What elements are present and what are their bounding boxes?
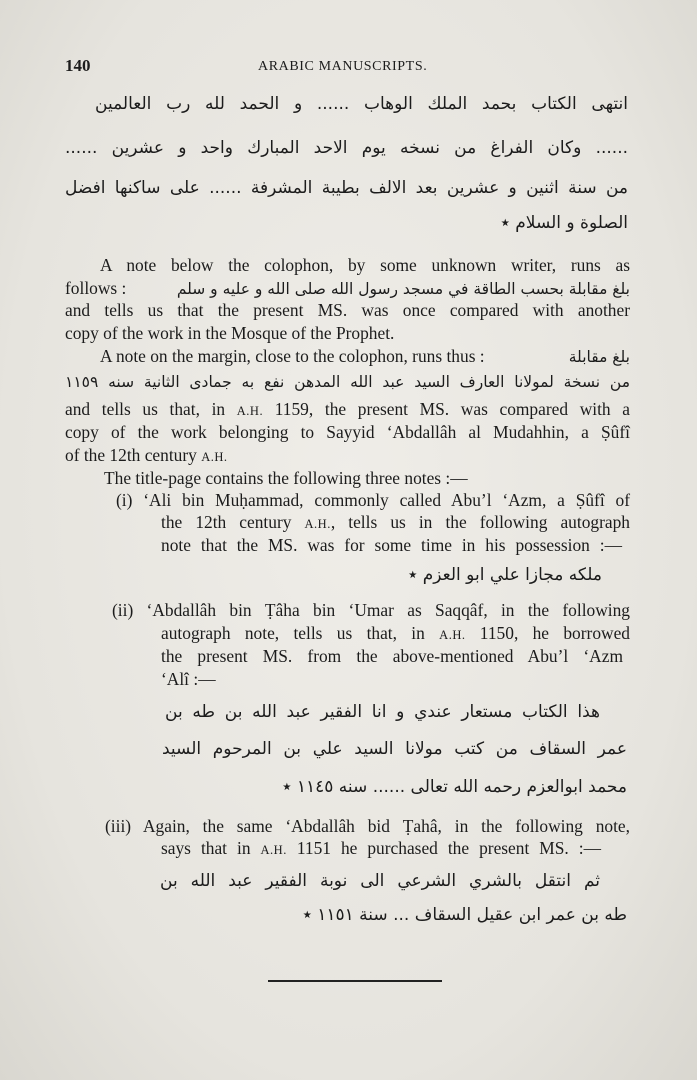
- text-line: A note below the colophon, by some unknown writer, runs as: [100, 255, 630, 275]
- text-line: [161, 511, 630, 535]
- text-line: note that the MS. was for some time in his possession :—: [161, 535, 622, 555]
- text-line: [65, 444, 630, 468]
- text-line: copy of the work in the Mosque of the Prophet.: [65, 323, 395, 343]
- text-line: [100, 345, 630, 368]
- era-abbrev: A.H.: [304, 517, 331, 531]
- arabic-quote: بلغ مقابلة: [568, 348, 630, 366]
- colophon-line: من سنة اثنين و عشرين بعد الالف بطيبة المشرفة ...... على ساكنها افضل: [65, 178, 628, 198]
- arabic-quote: عمر السقاف من كتب مولانا السيد علي بن المرحوم السيد: [162, 739, 627, 759]
- text-segment: of the 12th century: [65, 445, 202, 465]
- arabic-quote: هذا الكتاب مستعار عندي و انا الفقير عبد الله بن طه بن: [165, 702, 600, 722]
- era-abbrev: A.H.: [439, 628, 466, 642]
- text-segment: A note on the margin, close to the colophon, runs thus :: [100, 346, 485, 366]
- text-line: The title-page contains the following three notes :—: [104, 468, 468, 488]
- text-line: (iii) Again, the same ‘Abdallâh bid Ṭahâ, in the following note,: [105, 816, 630, 836]
- text-line: and tells us that the present MS. was once compared with another: [65, 300, 630, 320]
- text-line: [161, 622, 630, 646]
- era-abbrev: A.H.: [201, 450, 228, 464]
- colophon-line: انتهى الكتاب بحمد الملك الوهاب ...... و الحمد لله رب العالمين: [95, 94, 628, 114]
- era-abbrev: A.H.: [236, 404, 264, 418]
- text-segment: says that in: [161, 838, 261, 858]
- text-segment: 1159, the present MS. was compared with a: [263, 399, 630, 419]
- text-segment: autograph note, tells us that, in: [161, 623, 440, 643]
- arabic-quote: من نسخة لمولانا العارف السيد عبد الله المدهن نفع به جمادى الثانية سنه ١١٥٩: [65, 373, 630, 391]
- text-line: [65, 277, 630, 300]
- text-segment: follows :: [65, 278, 127, 298]
- text-line: the present MS. from the above-mentioned Abu’l ‘Azm: [161, 646, 623, 666]
- text-line: [161, 837, 601, 861]
- era-abbrev: A.H.: [260, 843, 287, 857]
- arabic-quote: ملكه مجازا علي ابو العزم ٭: [408, 565, 602, 585]
- section-rule: [268, 980, 442, 982]
- text-line: (ii) ‘Abdallâh bin Ṭâha bin ‘Umar as Saqqâf, in the following: [112, 600, 630, 620]
- page-number: 140: [65, 56, 91, 75]
- text-line: ‘Alî :—: [161, 669, 216, 689]
- arabic-quote: طه بن عمر ابن عقيل السقاف ... سنة ١١٥١ ٭: [302, 905, 627, 925]
- text-segment: the 12th century: [161, 512, 305, 532]
- text-line: copy of the work belonging to Sayyid ‘Abdallâh al Mudahhin, a Ṣûfî: [65, 422, 630, 442]
- text-segment: 1150, he borrowed: [465, 623, 630, 643]
- arabic-quote: محمد ابوالعزم رحمه الله تعالى ...... سنه ١١٤٥ ٭: [282, 777, 627, 797]
- text-segment: , tells us in the following autograph: [330, 512, 630, 532]
- colophon-line: ...... وكان الفراغ من نسخه يوم الاحد المبارك واحد و عشرين ......: [65, 138, 628, 158]
- running-title: ARABIC MANUSCRIPTS.: [258, 59, 428, 74]
- text-segment: and tells us that, in: [65, 399, 237, 419]
- text-line: [65, 398, 630, 422]
- text-line: (i) ‘Ali bin Muḥammad, commonly called Abu’l ‘Azm, a Ṣûfî of: [116, 490, 630, 510]
- arabic-quote: بلغ مقابلة بحسب الطاقة في مسجد رسول الله صلى الله و عليه و سلم: [176, 280, 630, 298]
- text-segment: 1151 he purchased the present MS. :—: [286, 838, 601, 858]
- colophon-line: الصلوة و السلام ٭: [500, 213, 628, 233]
- arabic-quote: ثم انتقل بالشري الشرعي الى نوبة الفقير عبد الله بن: [160, 871, 600, 891]
